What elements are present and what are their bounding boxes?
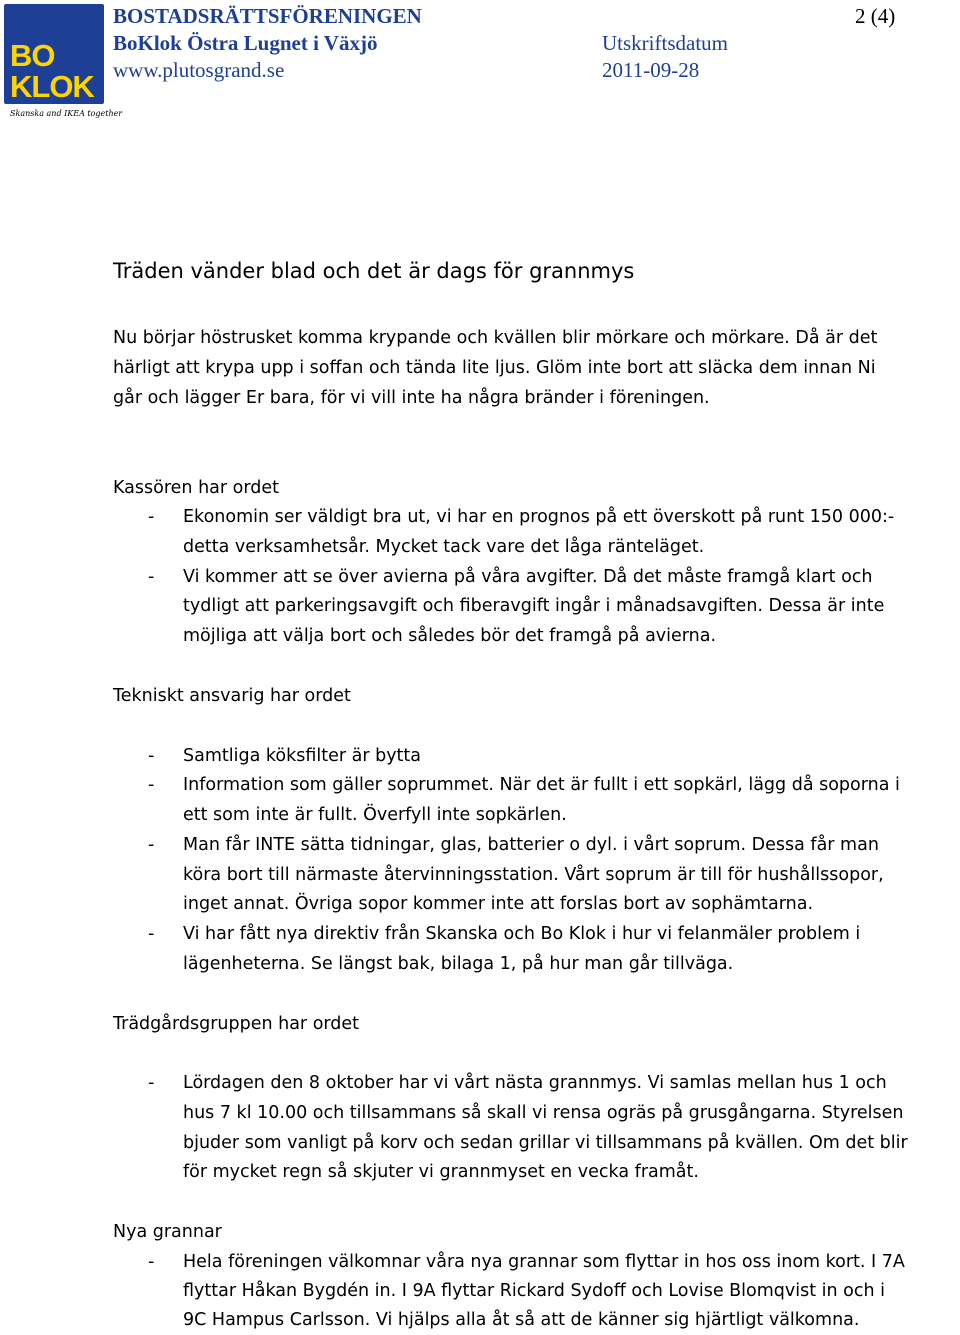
list-item-line: Hela föreningen välkomnar våra nya grannar som flyttar in hos oss inom kort. I 7A	[183, 1252, 905, 1272]
bullet-dash: -	[148, 1073, 155, 1093]
list-item-line: lägenheterna. Se längst bak, bilaga 1, på hur man går tillväga.	[183, 954, 734, 974]
list-item-line: tydligt att parkeringsavgift och fiberavgift ingår i månadsavgiften. Dessa är inte	[183, 596, 885, 616]
list-item-line: detta verksamhetsår. Mycket tack vare det låga ränteläget.	[183, 537, 705, 557]
logo-tagline: Skanska and IKEA together	[10, 109, 123, 118]
list-item-line: Lördagen den 8 oktober har vi vårt nästa grannmys. Vi samlas mellan hus 1 och	[183, 1073, 887, 1093]
list-item-line: möjliga att välja bort och således bör det framgå på avierna.	[183, 626, 717, 646]
bullet-dash: -	[148, 924, 155, 944]
list-item-line: flyttar Håkan Bygdén in. I 9A flyttar Rickard Sydoff och Lovise Blomqvist in och i	[183, 1281, 886, 1301]
list-item-line: Vi har fått nya direktiv från Skanska och Bo Klok i hur vi felanmäler problem i	[183, 924, 861, 944]
print-date-value: 2011-09-28	[602, 58, 700, 82]
section-heading-tekniskt: Tekniskt ansvarig har ordet	[113, 686, 351, 706]
list-item-line: Information som gäller soprummet. När det är fullt i ett sopkärl, lägg då soporna i	[183, 775, 900, 795]
bullet-dash: -	[148, 1252, 155, 1272]
bullet-dash: -	[148, 835, 155, 855]
list-item-line: köra bort till närmaste återvinningsstation. Vårt soprum är till för hushållssopor,	[183, 865, 884, 885]
list-item-line: hus 7 kl 10.00 och tillsammans så skall vi rensa ogräs på grusgångarna. Styrelsen	[183, 1103, 904, 1123]
list-item-line: bjuder som vanligt på korv och sedan grillar vi tillsammans på kvällen. Om det blir	[183, 1133, 908, 1153]
list-item-line: Samtliga köksfilter är bytta	[183, 746, 421, 766]
page-title: Träden vänder blad och det är dags för grannmys	[113, 259, 635, 283]
list-item-line: 9C Hampus Carlsson. Vi hjälps alla åt så att de känner sig hjärtligt välkomna.	[183, 1310, 860, 1330]
list-item-line: Ekonomin ser väldigt bra ut, vi har en prognos på ett överskott på runt 150 000:-	[183, 507, 895, 527]
boklok-logo	[4, 4, 104, 104]
bullet-dash: -	[148, 567, 155, 587]
website-link[interactable]: www.plutosgrand.se	[113, 58, 285, 82]
logo-line2: KLOK	[10, 69, 94, 104]
list-item-line: ett som inte är fullt. Överfyll inte sopkärlen.	[183, 805, 567, 825]
intro-line: Nu börjar höstrusket komma krypande och kvällen blir mörkare och mörkare. Då är det	[113, 328, 878, 348]
intro-line: går och lägger Er bara, för vi vill inte ha några bränder i föreningen.	[113, 388, 710, 408]
org-subtitle: BoKlok Östra Lugnet i Växjö	[113, 31, 378, 55]
page-number: 2 (4)	[855, 4, 896, 28]
list-item-line: för mycket regn så skjuter vi grannmyset en vecka framåt.	[183, 1162, 699, 1182]
intro-line: härligt att krypa upp i soffan och tända lite ljus. Glöm inte bort att släcka dem innan Ni	[113, 358, 876, 378]
logo-line1: BO	[10, 38, 55, 73]
section-heading-tradgard: Trädgårdsgruppen har ordet	[113, 1014, 360, 1034]
list-item-line: inget annat. Övriga sopor kommer inte att forslas bort av sophämtarna.	[183, 894, 814, 914]
print-date-label: Utskriftsdatum	[602, 31, 728, 55]
list-item-line: Vi kommer att se över avierna på våra avgifter. Då det måste framgå klart och	[183, 567, 873, 587]
bullet-dash: -	[148, 746, 155, 766]
bullet-dash: -	[148, 507, 155, 527]
list-item-line: Man får INTE sätta tidningar, glas, batterier o dyl. i vårt soprum. Dessa får man	[183, 835, 879, 855]
bullet-dash: -	[148, 775, 155, 795]
section-heading-kassoren: Kassören har ordet	[113, 478, 279, 498]
org-name: BOSTADSRÄTTSFÖRENINGEN	[113, 4, 422, 28]
section-heading-nya-grannar: Nya grannar	[113, 1222, 222, 1242]
